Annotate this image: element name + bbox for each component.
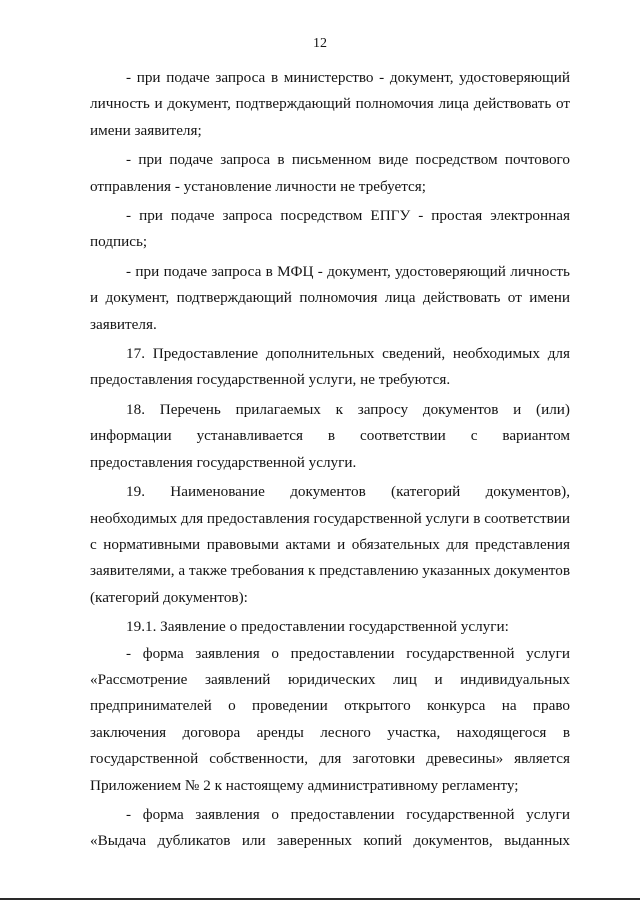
paragraph-item-18: 18. Перечень прилагаемых к запросу документов и (или) информации устанавливается в соответствии с вариантом предоставления государственной услуги. (90, 400, 570, 471)
paragraph-item-19-1: 19.1. Заявление о предоставлении государственной услуги: (126, 618, 509, 636)
paragraph-application-form-duplicates: - форма заявления о предоставлении государственной услуги «Выдача дубликатов или заверенных копий документов, выданных (90, 805, 570, 850)
paragraph-item-19: 19. Наименование документов (категорий документов), необходимых для предоставления государственной услуги в соответствии с нормативными правовыми актами и обязательных для представления заявителями, а также требования к представлению указанных документов (категорий документов): (90, 483, 571, 606)
paragraph-application-form-contest: - форма заявления о предоставлении государственной услуги «Рассмотрение заявлений юридических лиц и индивидуальных предпринимателей о проведении открытого конкурса на право заключения договора аренды лесного участка, находящегося в государственной собственности, для заготовки древесины» является Приложением № 2 к настоящему административному регламенту; (90, 644, 570, 794)
paragraph-ministry-request: - при подаче запроса в министерство - документ, удостоверяющий личность и документ, подтверждающий полномочия лица действовать от имени заявителя; (90, 69, 570, 139)
document-body (90, 65, 570, 855)
paragraph-mfc-request: - при подаче запроса в МФЦ - документ, удостоверяющий личность и документ, подтверждающий полномочия лица действовать от имени заявителя. (90, 262, 570, 333)
page-number: 12 (313, 36, 327, 51)
paragraph-item-17: 17. Предоставление дополнительных сведений, необходимых для предоставления государственной услуги, не требуются. (90, 345, 570, 389)
paragraph-postal-request: - при подаче запроса в письменном виде посредством почтового отправления - установление личности не требуется; (90, 151, 570, 195)
paragraph-epgu-request: - при подаче запроса посредством ЕПГУ - простая электронная подпись; (90, 207, 570, 251)
page-bottom-edge (0, 898, 640, 900)
